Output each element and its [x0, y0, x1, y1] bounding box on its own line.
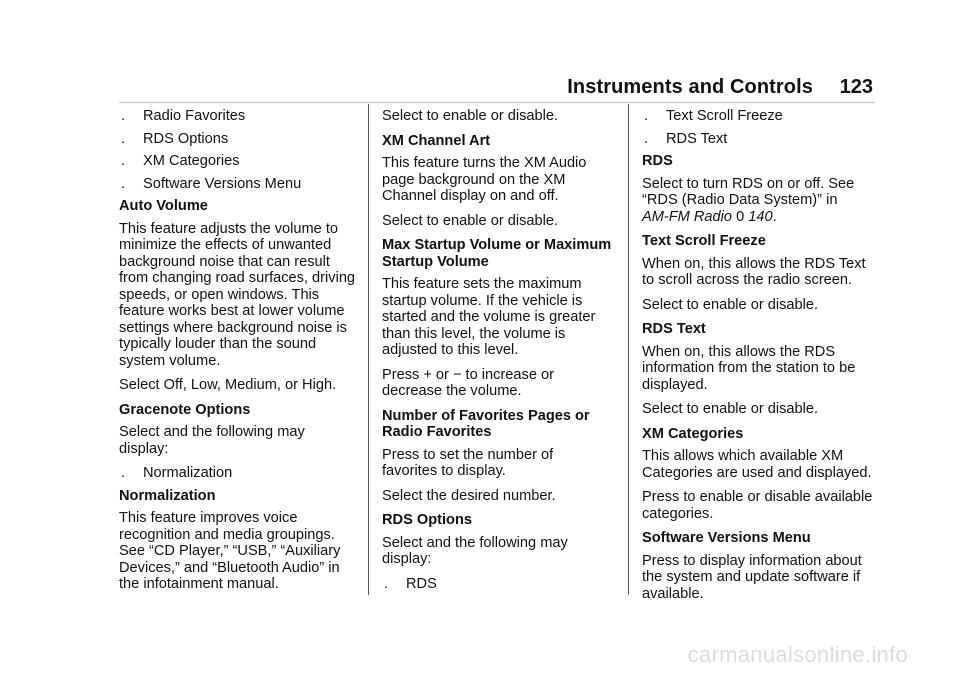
paragraph: Select the desired number.: [382, 487, 556, 504]
page-number: 123: [839, 76, 873, 98]
paragraph: Press to display information about the system and update software if available.: [642, 552, 862, 602]
list-item: . Normalization: [121, 465, 233, 481]
paragraph: Select to enable or disable.: [382, 212, 559, 229]
list-item: . RDS Options: [121, 130, 229, 147]
paragraph: Select Off, Low, Medium, or High.: [119, 377, 337, 393]
bullet-icon: .: [121, 153, 126, 169]
header-divider: [119, 102, 875, 103]
paragraph: This allows which available XM Categories are used and displayed.: [642, 448, 872, 481]
bullet-icon: .: [121, 130, 126, 147]
heading-max-startup-volume: Max Startup Volume or Maximum Startup Volume: [382, 237, 612, 270]
list-item: . RDS: [384, 575, 437, 592]
heading-text-scroll-freeze: Text Scroll Freeze: [642, 233, 766, 249]
heading-number-of-favorites: Number of Favorites Pages or Radio Favorites: [382, 407, 590, 440]
paragraph: This feature improves voice recognition and media groupings. See “CD Player,” “USB,” “Auxiliary Devices,” and “Bluetooth Audio” in the infotainment manual.: [119, 510, 341, 592]
heading-auto-volume: Auto Volume: [119, 198, 208, 214]
list-item: . RDS Text: [644, 130, 728, 147]
column-3: [642, 108, 880, 610]
heading-xm-categories: XM Categories: [642, 425, 744, 442]
paragraph: When on, this allows the RDS Text to scroll across the radio screen.: [642, 255, 866, 288]
cross-reference-page[interactable]: 140: [748, 208, 773, 225]
paragraph: Select to enable or disable.: [382, 108, 559, 124]
paragraph: Press to enable or disable available categories.: [642, 489, 873, 522]
page-reference-icon: 0: [736, 208, 745, 225]
paragraph: Select to enable or disable.: [642, 401, 819, 417]
page-header: [0, 70, 960, 102]
bullet-icon: .: [644, 108, 649, 124]
bullet-icon: .: [121, 108, 126, 124]
list-item: . Text Scroll Freeze: [644, 108, 783, 124]
column-divider-1: [368, 104, 369, 595]
column-1: [119, 108, 357, 601]
heading-rds: RDS: [642, 153, 673, 169]
paragraph: This feature adjusts the volume to minimize the effects of unwanted background noise that can result from changing road surfaces, driving speeds, or open windows. This feature works best at lower volume settings where background noise is typically louder than the sound system volume.: [119, 220, 356, 369]
paragraph: Select and the following may display:: [119, 424, 305, 457]
paragraph: This feature turns the XM Audio page background on the XM Channel display on and off.: [382, 155, 587, 204]
paragraph: Select to turn RDS on or off. See “RDS (Radio Data System)” in AM-FM Radio 0 140.: [642, 175, 855, 225]
heading-rds-options: RDS Options: [382, 512, 472, 528]
cross-reference-link[interactable]: AM-FM Radio: [642, 208, 733, 225]
bullet-icon: .: [644, 130, 649, 147]
heading-rds-text: RDS Text: [642, 321, 706, 337]
list-item: . Radio Favorites: [121, 108, 246, 124]
watermark: carmanualsonline.info: [687, 642, 908, 667]
column-2: [382, 108, 612, 598]
paragraph: Press + or − to increase or decrease the volume.: [382, 366, 554, 399]
heading-gracenote-options: Gracenote Options: [119, 401, 251, 418]
heading-software-versions-menu: Software Versions Menu: [642, 530, 811, 546]
heading-xm-channel-art: XM Channel Art: [382, 132, 491, 149]
paragraph: When on, this allows the RDS information from the station to be displayed.: [642, 343, 856, 393]
paragraph: Press to set the number of favorites to display.: [382, 446, 554, 479]
bullet-icon: .: [121, 465, 126, 481]
bullet-icon: .: [121, 175, 126, 192]
list-item: . Software Versions Menu: [121, 175, 302, 192]
column-divider-2: [628, 104, 629, 595]
bullet-icon: .: [384, 575, 389, 592]
paragraph: Select to enable or disable.: [642, 296, 819, 313]
list-item: . XM Categories: [121, 153, 240, 169]
paragraph: Select and the following may display:: [382, 534, 568, 567]
heading-normalization: Normalization: [119, 487, 216, 504]
paragraph: This feature sets the maximum startup volume. If the vehicle is started and the volume is greater than this level, the volume is adjusted to this level.: [382, 276, 596, 358]
section-title: Instruments and Controls: [567, 76, 813, 98]
